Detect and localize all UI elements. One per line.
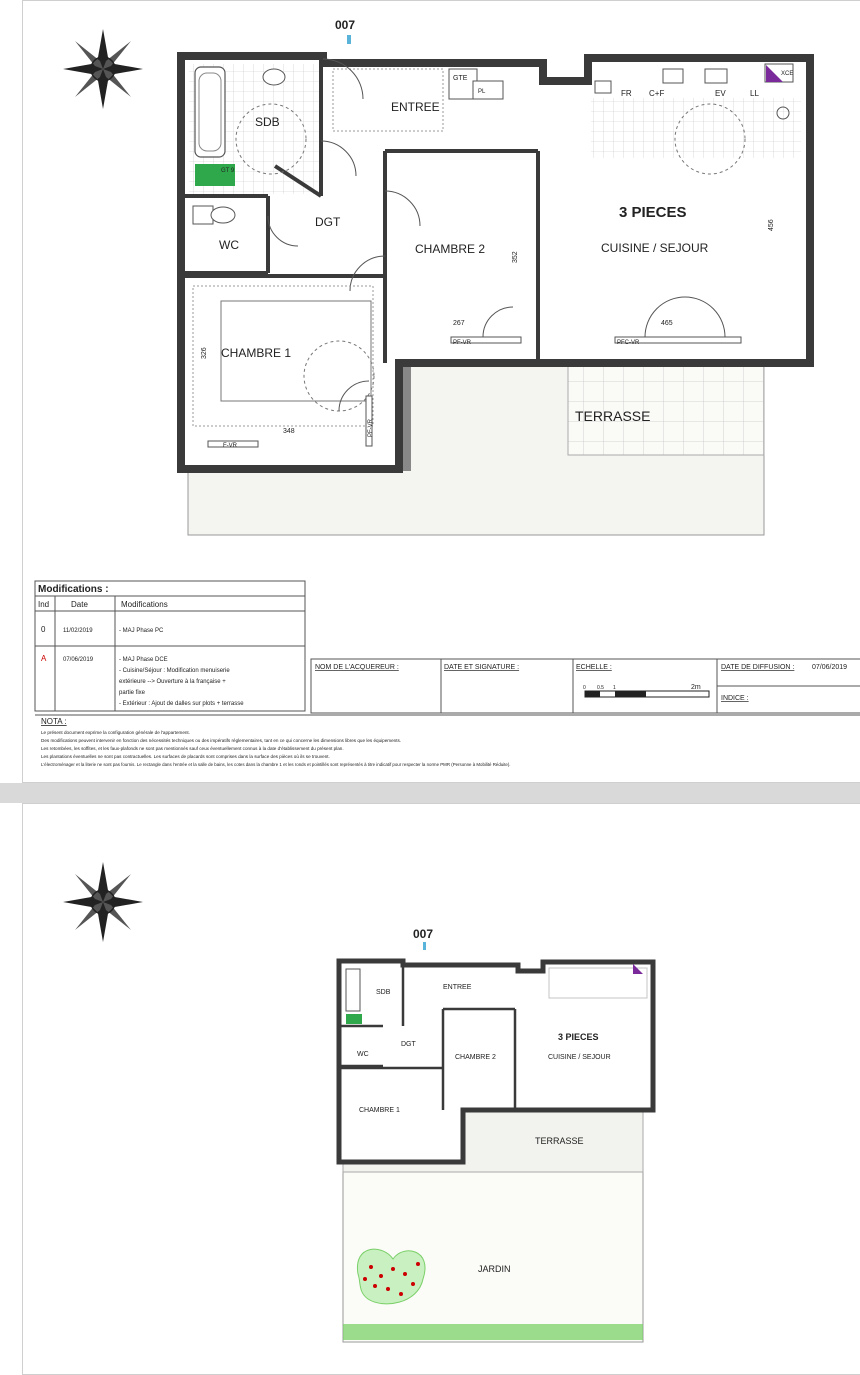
mod-row-1-line-0: - MAJ Phase DCE: [119, 657, 168, 663]
dim-465: 465: [661, 320, 673, 327]
toilet: [211, 207, 235, 223]
mod-row-1-line-2: extérieure --> Ouverture à la française +: [119, 679, 226, 685]
terrace-wall: [403, 361, 411, 471]
entrance-marker: [347, 35, 351, 44]
dim-348: 348: [283, 428, 295, 435]
diffusion-date: 07/06/2019: [812, 664, 848, 671]
grass-strip: [343, 1324, 643, 1340]
fixture-xce: XCE: [781, 71, 794, 77]
room-label-chambre2-2: CHAMBRE 2: [455, 1054, 496, 1061]
scale-bar: [585, 691, 709, 697]
scale-mark-0: 0: [583, 685, 586, 691]
room-label-entree-2: ENTREE: [443, 984, 472, 991]
kitchen-tiles-2: [549, 968, 647, 998]
terrace-slabs: [568, 359, 764, 455]
entrance-marker-2: [423, 942, 426, 950]
col-header-desc: Modifications: [121, 600, 168, 609]
window-label-pfvr-2: PF-VR: [368, 419, 374, 437]
dim-352: 352: [512, 251, 519, 263]
nota-title: NOTA :: [41, 717, 67, 726]
page-separator: [0, 783, 860, 803]
site-plan-svg: [23, 804, 860, 1375]
scale-mark-1: 1: [613, 685, 616, 691]
room-label-dgt-2: DGT: [401, 1041, 416, 1048]
unit-number: 007: [335, 18, 356, 32]
mod-row-1-ind: A: [41, 654, 47, 663]
fixture-ev: EV: [715, 89, 726, 98]
fixture-pl: PL: [478, 89, 486, 95]
room-label-terrasse: TERRASSE: [575, 408, 651, 424]
room-label-jardin: JARDIN: [478, 1264, 511, 1274]
dim-456: 456: [768, 219, 775, 231]
mod-row-0-ind: 0: [41, 625, 46, 634]
mod-row-0-line-0: - MAJ Phase PC: [119, 628, 164, 634]
col-header-ind: Ind: [38, 600, 50, 609]
nota-line-1: Des modifications peuvent intervenir en fonction des nécessités techniques ou des impératifs réglementaires, tant en ce qui concerne les dimensions libres que les équipements.: [41, 738, 402, 743]
mod-row-1-line-3: partie fixe: [119, 690, 146, 696]
nota-line-4: L'électroménager et la literie ne sont pas fournis. Le rectangle dans l'entrée et la salle de bains, les cotes dans la chambre 1 et les ronds et pointillés sont représentés à titre indicatif pour respecter la norme PMR (Personne à Mobilité Réduite).: [41, 762, 511, 767]
window-label-pfcvr: PFC-VR: [617, 340, 640, 346]
fixture-ll: LL: [750, 89, 759, 98]
room-label-sejour-2: CUISINE / SEJOUR: [548, 1054, 611, 1061]
appliance-fr: [595, 81, 611, 93]
label-acquereur: NOM DE L'ACQUEREUR :: [315, 664, 399, 671]
room-label-sdb: SDB: [255, 115, 280, 129]
room-label-entree: ENTREE: [391, 100, 440, 114]
modifications-title: Modifications :: [38, 584, 109, 595]
scale-mark-05: 0.5: [597, 685, 604, 691]
plan-sheet-1: [22, 0, 860, 783]
heater-gt-2: [346, 1014, 362, 1024]
apartment-type-2: 3 PIECES: [558, 1032, 599, 1042]
apartment-type: 3 PIECES: [619, 204, 687, 221]
scale-mark-2m: 2m: [691, 684, 701, 691]
compass-rose-icon: [63, 29, 143, 109]
room-label-dgt: DGT: [315, 215, 341, 229]
bathtub-2: [346, 969, 360, 1011]
label-indice: INDICE :: [721, 695, 749, 702]
room-label-terrasse-2: TERRASSE: [535, 1136, 584, 1146]
plan-sheet-2: [22, 803, 860, 1375]
fixture-fr: FR: [621, 89, 632, 98]
floor-plan-svg: [23, 1, 860, 783]
mod-row-0-date: 11/02/2019: [63, 628, 93, 634]
label-diffusion: DATE DE DIFFUSION :: [721, 664, 795, 671]
room-label-sdb-2: SDB: [376, 989, 391, 996]
sink: [705, 69, 727, 83]
washbasin: [263, 69, 285, 85]
mod-row-1-date: 07/06/2019: [63, 657, 94, 663]
fixture-cf: C+F: [649, 89, 665, 98]
dim-267: 267: [453, 320, 465, 327]
col-header-date: Date: [71, 600, 88, 609]
nota-line-0: Le présent document exprime la configuration générale de l'appartement.: [41, 730, 190, 735]
room-label-chambre2: CHAMBRE 2: [415, 242, 486, 256]
cooktop: [663, 69, 683, 83]
unit-number-2: 007: [413, 927, 434, 941]
mod-row-1-line-1: - Cuisine/Séjour : Modification menuiserie: [119, 668, 230, 674]
room-label-chambre1: CHAMBRE 1: [221, 346, 292, 360]
dim-326: 326: [201, 347, 208, 359]
nota-line-3: Les plantations éventuelles ne sont pas contractuelles. Les surfaces de placards sont comprises dans la surface des pièces où ils se trouvent.: [41, 754, 330, 759]
nota-line-2: Les retombées, les soffites, et les faux-plafonds ne sont pas mentionnés sauf ceux éventuellement connus à la date d'établissement du présent plan.: [41, 746, 344, 751]
mod-row-1-line-4: - Extérieur : Ajout de dalles sur plots + terrasse: [119, 701, 244, 707]
compass-rose-icon: [63, 862, 143, 942]
room-label-chambre1-2: CHAMBRE 1: [359, 1107, 400, 1114]
room-label-wc: WC: [219, 238, 239, 252]
wc-tank: [193, 206, 213, 224]
fixture-gte: GTE: [453, 75, 468, 82]
fixture-gt: GT 9: [221, 168, 235, 174]
room-label-sejour: CUISINE / SEJOUR: [601, 241, 709, 255]
label-date-signature: DATE ET SIGNATURE :: [444, 664, 520, 671]
label-echelle: ECHELLE :: [576, 664, 612, 671]
window-label-fvr: F-VR: [223, 443, 237, 449]
room-label-wc-2: WC: [357, 1051, 369, 1058]
window-label-pfvr-1: PF-VR: [453, 340, 471, 346]
